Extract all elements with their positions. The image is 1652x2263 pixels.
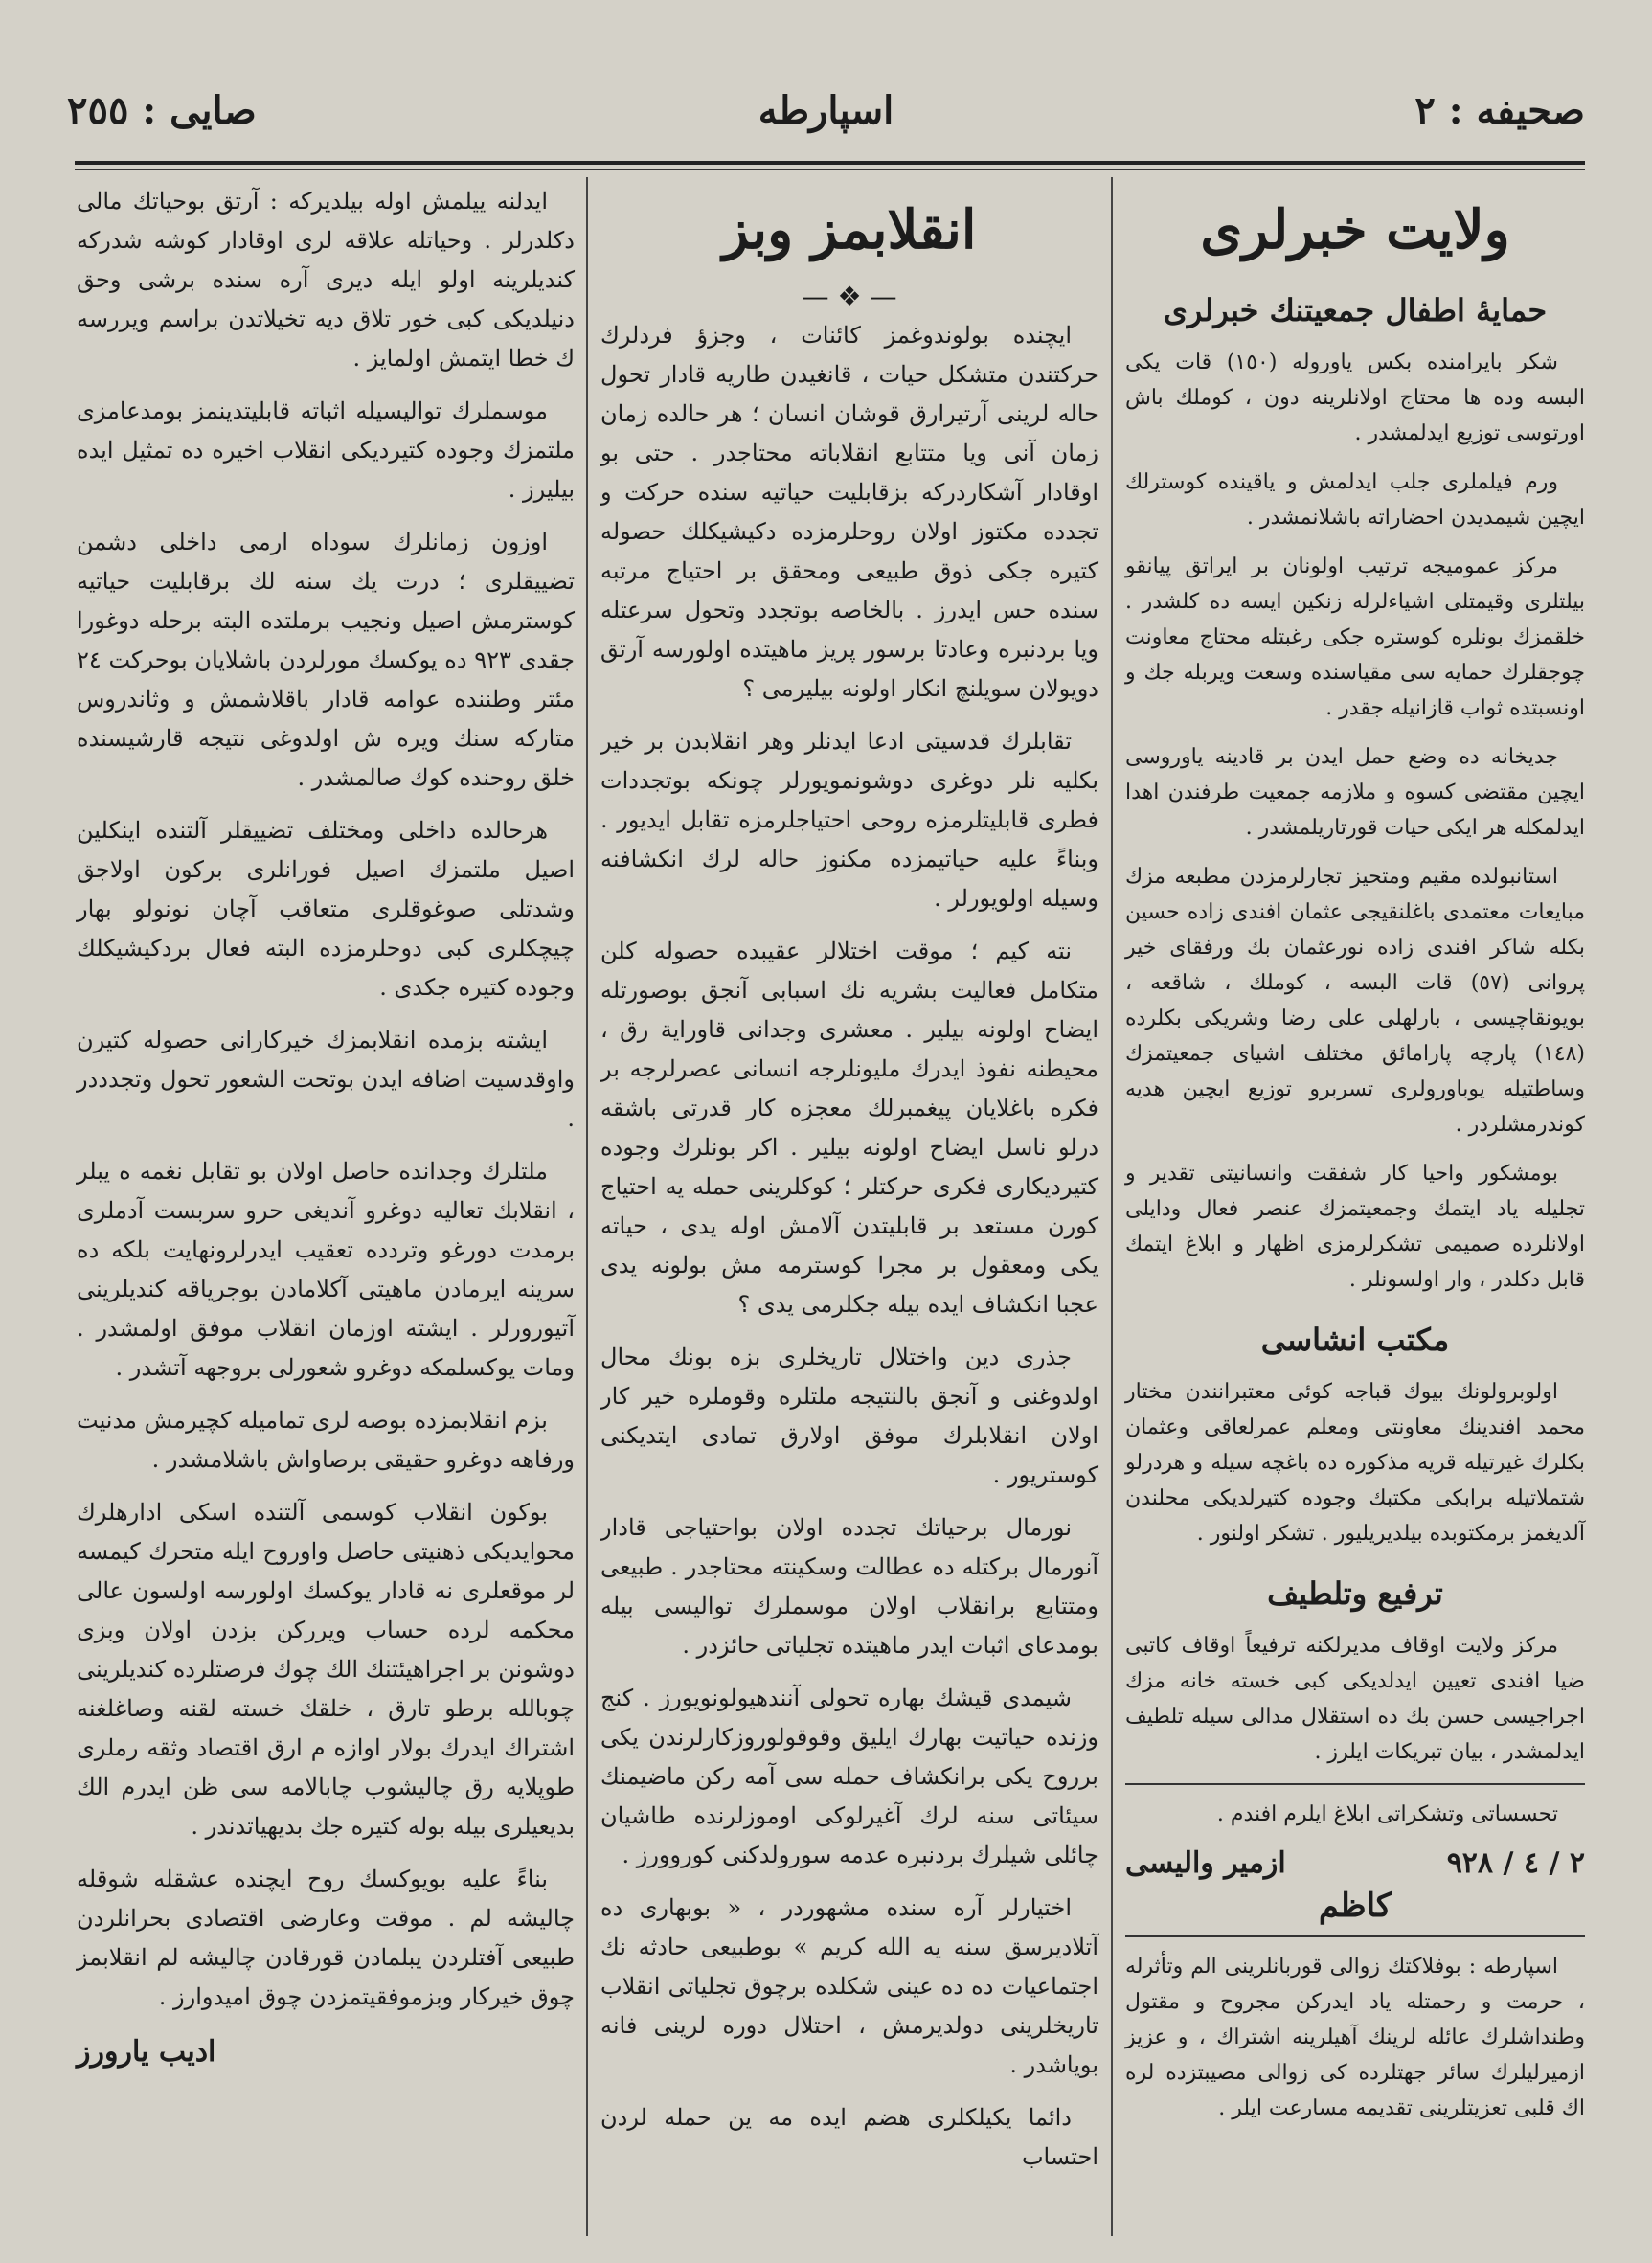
page-header <box>67 88 1585 155</box>
notice-line: تحسساتى وتشكراتى ابلاغ ايلرم افندم . <box>1216 1802 1558 1826</box>
notice-signature: كاظم <box>1318 1887 1392 1925</box>
paragraph: هرحالده داخلى ومختلف تضييقلر آلتنده اينكلين اصيل ملتمزك اصيل فورانلرى بركون اولاجق وشدتلى صوغوقلرى متعاقب آچان نونولو بهار چيچكلرى كبى دوحلرمزده البته فعال بردكيشيكلك وجوده كتيره جكدى . <box>77 817 575 1001</box>
paragraph: جذرى دين واختلال تاريخلرى بزه بونك محال اولدوغنى و آنجق بالنتيجه ملتلره وقوملره خير كار اولان انقلابلرك موفق اولارق تمادى ايتديكنى كوستريور . <box>600 1344 1098 1488</box>
paragraph: تقابلرك قدسيتى ادعا ايدنلر وهر انقلابدن بر خير بكليه نلر دوغرى دوشونمويورلر چونكه بوتجددات فطرى قابليتلرمزه روحى احتياجلرمزه تقابل ايديور . وبناءً عليه حياتيمزده مكنوز حاله لرك انكشافنه وسيله اولويورلر . <box>600 728 1098 912</box>
paragraph: ورم فيلملرى جلب ايدلمش و ياقينده كوسترلك ايچين شيمديدن احضاراته باشلانمشدر . <box>1125 470 1585 530</box>
paragraph: ايشته بزمده انقلابمزك خيركارانى حصوله كتيرن واوقدسيت اضافه ايدن بوتحت الشعور تحول وتجدددر . <box>77 1027 575 1132</box>
notice-dateline <box>1125 1845 1585 1881</box>
paragraph: مركز عموميجه ترتيب اولونان بر ايراتق پيانقو بيلتلرى وقيمتلى اشياءلرله زنكين ايسه ده كلشدر . خلقمزك بونلره كوستره جكى رغبتله محتاج معاونت چوجقلرك حمايه سى مقياسنده وسعت ويربله جك و اونسبتده ثواب قازانيله جقدر . <box>1125 554 1585 720</box>
article-title: انقلابمز وبز <box>722 198 977 261</box>
column-left <box>77 182 575 2241</box>
author-signature: اديب يارورز <box>77 2035 216 2069</box>
paragraph: استانبولده مقيم ومتحيز تجارلرمزدن مطبعه مزك مبايعات معتمدى باغلنقيجى عثمان افندى زاده حسين بكله شاكر افندى زاده نورعثمان بك ورفقاى خير پروانى (٥٧) قات البسه ، كوملك ، شاقعه ، بويونقاچيسى ، بارلهلى على رضا وشريكى بكلرده (١٤٨) پارچه پارامائق مختلف اشياى جمعيتمزك وساطتيله يوباورولرى تسربرو توزيع ايچين هديه كوندرمشلردر . <box>1125 865 1585 1137</box>
column-middle <box>600 182 1098 2241</box>
header-rule-thin <box>75 169 1585 170</box>
paragraph: اوزون زمانلرك سوداه ارمى داخلى دشمن تضييقلرى ؛ درت يك سنه لك برقابليت حياتيه كوسترمش اصيل ونجيب برملتده البته برحله دوغورا جقدى ٩٢٣ ده يوكسك مورلردن باشلايان بوحركت ٢٤ مئتر وطننده عوامه قادار باقلاشمش و وثاندروس متاركه سنك ويره ش اولدوغى نتيجه قارشيسنده خلق روحنده كوك صالمشدر . <box>77 529 575 791</box>
header-rule <box>75 161 1585 165</box>
subsection-title: ترفيع وتلطيف <box>1267 1575 1443 1612</box>
paragraph: دائما يكيلكلرى هضم ايده مه ين حمله لردن احتساب <box>600 2104 1098 2170</box>
paragraph: اختيارلر آره سنده مشهوردر ، « بوبهارى ده آتلاديرسق سنه يه الله كريم » بوطبيعى حادثه نك اجتماعيات ده ده عينى شكلده برچوق تجلياتى انقلاب تاريخلرينى دولديرمش ، احتلال دوره لرينى فانه بوياشدر . <box>600 1894 1098 2078</box>
subsection-title: حمايهٔ اطفال جمعيتنك خبرلرى <box>1163 292 1548 328</box>
page-number: صحيفه : ٢ <box>1414 88 1585 133</box>
paragraph: اولوبرولونك بيوك قباجه كوئى معتبرانندن مختار محمد افندينك معاونتى ومعلم عمرلعاقى وعثمان بكلرك غيرتيله قريه مذكوره ده باغچه سيله و هردرلو شتملاتيله برابكى مكتبك وجوده كتيرلديكى محلندن آلديغمز برمكتوبده بيلديريليور . تشكر اولنور . <box>1125 1380 1585 1546</box>
column-right <box>1125 182 1585 2241</box>
paragraph: نورمال برحياتك تجدده اولان بواحتياجى قادار آنورمال بركتله ده عطالت وسكينته محتاجدر . طبيعى ومتتابع برانقلاب اولان موسملرك تواليسى بيله بومدعاى اثبات ايدر ماهيتده تجلياتى حائزدر . <box>600 1514 1098 1659</box>
divider <box>1125 1783 1585 1785</box>
paragraph: موسملرك تواليسيله اثباته قابليتدينمز بومدعامزى ملتمزك وجوده كتيرديكى انقلاب اخيره ده تمثيل ايده بيليرز . <box>77 397 575 503</box>
paragraph: ملتلرك وجدانده حاصل اولان بو تقابل نغمه ه يبلر ، انقلابك تعاليه دوغرو آنديغى حرو سربست آدملرى برمدت دورغو وتردده تعقيب ايدرلرونهايت بلكه ده سرينه ايرمادن ماهيتى آكلامادن بوجرياقه كنديلرينى آتيورورلر . ايشته اوزمان انقلاب موفق اولمشدر . ومات يوكسلمكه دوغرو شعورلى بروجهه آتشدر . <box>77 1158 575 1381</box>
paragraph: ايچنده بولوندوغمز كائنات ، وجزؤ فردلرك حركتندن متشكل حيات ، قانغيدن طاريه قادار تحول حاله لرينى آرتيرارق قوشان انسان ؛ هر حالده زمان زمان آنى ويا متتابع انقلاباته محتاجدر . حتى بو اوقادار آشكاردركه بزقابليت حياتيه سنده حركت و تجدده مكتوز اولان روحلرمزده دكيشيكلك حصوله كتيره جكى ذوق طبيعى ومحقق بر احتياج مرتبه سنده حس ايدرز . بالخاصه بوتجدد وتحول سرعتله ويا بردنبره وعادتا برسور پريز ماهيتده اولورسه آرتق دويولان سويلنچ انكار اولونه بيليرمى ؟ <box>600 322 1098 702</box>
paragraph: شيمدى قيشك بهاره تحولى آنندهيولونويورز . كنج وزنده حياتيت بهارك ايليق وقوقولوروزكارلرندن يكى برروح يكى برانكشاف حمله سى آمه ركن ماضيمنك سيئاتى سنه لرك آغيرلوكى اوموزلرنده طاشيان چائلى شيلرك بردنبره عدمه سورولدكنى كوروورز . <box>600 1685 1098 1868</box>
paragraph: جديخانه ده وضع حمل ايدن بر قادينه ياوروسى ايچين مقتضى كسوه و ملازمه جمعيت طرفندن اهدا ايدلمكله هر ايكى حيات قورتاريلمشدر . <box>1125 745 1585 840</box>
newspaper-name: اسپارطه <box>758 88 894 133</box>
issue-number: صايى : ٢٥٥ <box>67 88 257 133</box>
section-title: ولايت خبرلرى <box>1200 198 1510 261</box>
paragraph: ايدلنه ييلمش اوله بيلديركه : آرتق بوحياتك مالى دكلدرلر . وحياتله علاقه لرى اوقادار كوشه شدركه كنديلرينه اولو ايله ديرى آره سنده برشى وحق دنيلديكى كبى خور تلاق ديه تخيلاتدن براسم ويررسه ك خطا ايتمش اولمايز . <box>77 188 575 372</box>
paragraph: مركز ولايت اوقاف مديرلكنه ترفيعاً اوقاف كاتبى ضيا افندى تعيين ايدلديكى كبى خسته خانه مزك اجراجيسى حسن بك ده استقلال مدالى سيله تلطيف ايدلمشدر ، بيان تبريكات ايلرز . <box>1125 1634 1585 1764</box>
subsection-title: مكتب انشاسى <box>1260 1322 1450 1358</box>
paragraph: بزم انقلابمزده بوصه لرى تماميله كچيرمش مدنيت ورفاهه دوغرو حقيقى برصاواش باشلامشدر . <box>77 1407 575 1473</box>
divider <box>1125 1935 1585 1937</box>
title-ornament: — ❖ — <box>802 281 897 312</box>
notice-place: ازمير واليسى <box>1125 1846 1286 1880</box>
paragraph: شكر بايرامنده بكس ياوروله (١٥٠) قات يكى البسه وده ها محتاج اولانلرينه دون ، كوملك باش اورتوسى توزيع ايدلمشدر . <box>1125 351 1585 445</box>
editor-note: اسپارطه : بوفلاكتك زوالى قوربانلرينى الم وتأثرله ، حرمت و رحمتله ياد ايدركن مجروح و مقتول وطنداشلرك عائله لرينك آهيلرينه اشتراك ، و عزيز ازميرليلرك سائر جهتلرده كى زوالى مصيبتزده لره اك قلبى تعزيتلرينى تقديمه مسارعت ايلر . <box>1125 1955 1585 2120</box>
paragraph: بناءً عليه بويوكسك روح ايچنده عشقله شوقله چاليشه لم . موقت وعارضى اقتصادى بحرانلردن طبيعى آفتلردن يبلمادن قورقادن چاليشه لم انقلابمز چوق خيركار وبزموفقيتمزدن چوق اميدوارز . <box>77 1866 575 2010</box>
article-body <box>1125 345 1585 1298</box>
column-divider <box>1111 177 1113 2236</box>
paragraph: نته كيم ؛ موقت اختلالر عقيبده حصوله كلن متكامل فعاليت بشريه نك اسبابى آنجق بوصورتله ايضاح اولونه بيلير . معشرى وجدانى قاوراية رق ، محيطنه نفوذ ايدرك مليونلرجه انسانى عصرلرجه بر فكره باغلايان پيغمبرلك معجزه كار قدرتى باشقه درلو ناسل ايضاح اولونه بيلير . اكر بونلرك وجوده كتيرديكارى فكرى حركتلر ؛ كوكلرينى حمله يه احتياج كورن مستعد بر قابليتدن آلامش اوله يدى ، حياته يكى ومعقول بر مجرا كوسترمه مش بولونه يدى عجبا انكشاف ايده بيله جكلرمى يدى ؟ <box>600 938 1098 1318</box>
paragraph: بومشكور واحيا كار شفقت وانسانيتى تقدير و تجليله ياد ايتمك وجمعيتمزك عنصر فعال ودايلى اولانلرده صميمى تشكرلرمزى اظهار و ابلاغ ايتمك قابل دكلدر ، وار اولسونلر . <box>1125 1162 1585 1292</box>
paragraph: بوكون انقلاب كوسمى آلتنده اسكى ادارهلرك محوايديكى ذهنيتى حاصل واوروح ايله متحرك كيمسه لر موقعلرى نه قادار يوكسك اولورسه اولسون عالى محكمه لرده حساب ويرركن بزدن اولان وبزى دوشونن بر اجراهيئتنك الك چوك فرصتلرده كنديلرينى چوبالله برطو تارق ، خلقك خسته لقنه وصاغلغنه اشتراك ايدرك بولار اوازه م ارق اقتصاد وثقه رملرى طوپلايه رق چاليشوب چابالامه سى ظن ايدرم الك بديعيلرى بيله بوله كتيره جك بديهياتدندر . <box>77 1499 575 1840</box>
notice-date: ٢ / ٤ / ٩٢٨ <box>1446 1846 1585 1880</box>
column-divider <box>586 177 588 2236</box>
